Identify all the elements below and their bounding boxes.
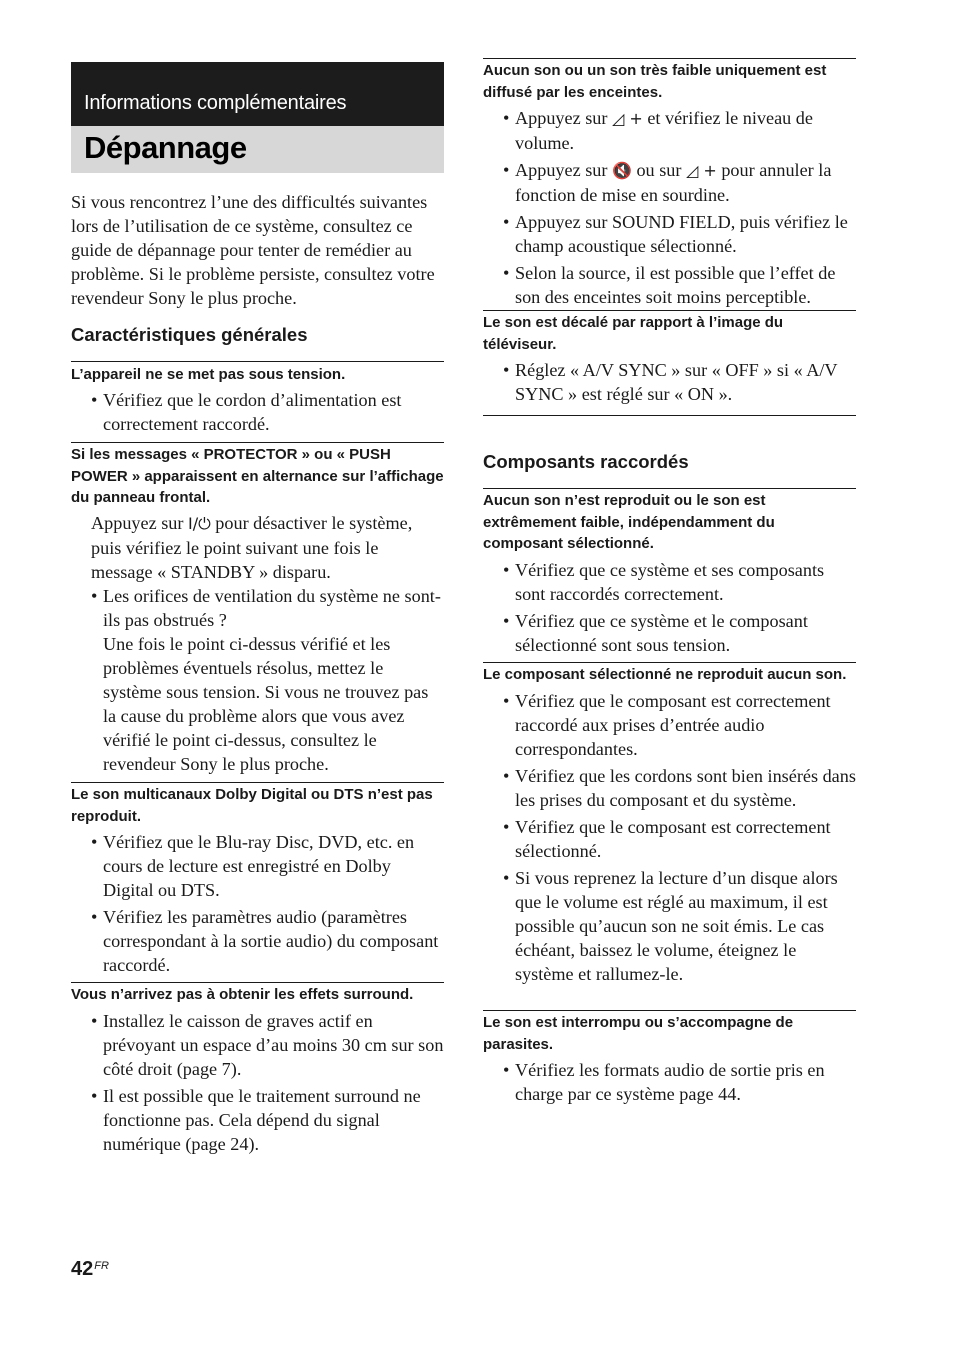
faq-no-sound-all [483, 488, 856, 657]
page-title: Dépannage [71, 126, 444, 173]
answer-list [483, 358, 856, 406]
faq-power [71, 361, 444, 436]
divider [71, 982, 444, 983]
text: Appuyez sur [91, 512, 184, 533]
page-number [71, 1258, 109, 1281]
power-icon: I/⏻ [187, 513, 211, 533]
list-item: • Réglez « A/V SYNC » sur « OFF » si « A/V SYNC » est réglé sur « ON ». [483, 358, 856, 406]
answer-list [71, 830, 444, 977]
question: Vous n’arrivez pas à obtenir les effets surround. [71, 986, 414, 1003]
volume-up-icon: ◿ + [685, 161, 717, 180]
divider [71, 442, 444, 443]
list-item: • Vérifiez que le Blu-ray Disc, DVD, etc. en cours de lecture est enregistré en Dolby Digital ou DTS. [71, 830, 444, 902]
answer-list [483, 689, 856, 986]
list-item: • Vérifiez que ce système et ses composants sont raccordés correctement. [483, 558, 856, 606]
faq-no-sound-speakers [483, 58, 856, 309]
divider [71, 361, 444, 362]
list-item: • Installez le caisson de graves actif en prévoyant un espace d’au moins 30 cm sur son côté droit (page 7). [71, 1009, 444, 1081]
question: Aucun son ou un son très faible uniquement est diffusé par les enceintes. [483, 62, 827, 101]
text: Les orifices de ventilation du système ne sont-ils pas obstrués ? [103, 585, 441, 630]
text: Une fois le point ci-dessus vérifié et les problèmes éventuels résolus, mettez le système sous tension. Si vous ne trouvez pas la cause du problème alors que vous avez vérifié le point ci-dessus, consultez le revendeur Sony le plus proche. [103, 633, 429, 774]
answer-intro [71, 511, 444, 584]
page-number-value: 42 [71, 1258, 94, 1280]
divider [483, 1010, 856, 1011]
list-item [71, 584, 444, 776]
list-item: • Selon la source, il est possible que l’effet de son des enceintes soit moins perceptible. [483, 261, 856, 309]
question: Le composant sélectionné ne reproduit aucun son. [483, 666, 847, 683]
section-title-general: Caractéristiques générales [71, 324, 308, 345]
answer-list [483, 558, 856, 657]
divider [483, 415, 856, 416]
question: Si les messages « PROTECTOR » ou « PUSH POWER » apparaissent en alternance sur l’affichage du panneau frontal. [71, 446, 444, 506]
divider [483, 488, 856, 489]
list-item: • Vérifiez que le cordon d’alimentation est correctement raccordé. [71, 388, 444, 436]
list-item [483, 158, 856, 207]
question: L’appareil ne se met pas sous tension. [71, 366, 346, 383]
list-item: • Vérifiez que les cordons sont bien insérés dans les prises du composant et du système. [483, 764, 856, 812]
list-item: • Si vous reprenez la lecture d’un disque alors que le volume est réglé au maximum, il est possible qu’aucun son ne soit émis. Le cas échéant, baissez le volume, éteignez le système et rallumez-le. [483, 866, 856, 986]
answer-list [483, 1058, 856, 1106]
text: pour désactiver le système, puis vérifiez le point suivant une fois le message « STANDBY » disparu. [91, 512, 413, 582]
faq-surround [71, 982, 444, 1156]
question: Le son multicanaux Dolby Digital ou DTS n’est pas reproduit. [71, 786, 433, 825]
question: Aucun son n’est reproduit ou le son est extrêmement faible, indépendamment du composant sélectionné. [483, 492, 775, 552]
answer-list [71, 388, 444, 436]
divider [71, 782, 444, 783]
section-title-components: Composants raccordés [483, 451, 689, 472]
section-header [71, 62, 444, 173]
answer-list [71, 1009, 444, 1156]
answer-list [483, 106, 856, 309]
page-language: FR [94, 1260, 109, 1272]
intro-paragraph: Si vous rencontrez l’une des difficultés suivantes lors de l’utilisation de ce système, consultez ce guide de dépannage pour tenter de remédier au problème. Si le problème persiste, consultez votre revendeur Sony le plus proche. [71, 192, 435, 308]
list-item [483, 106, 856, 155]
question: Le son est décalé par rapport à l’image du téléviseur. [483, 314, 784, 353]
faq-interrupted [483, 1010, 856, 1106]
text: ou sur [636, 160, 682, 180]
list-item: • Vérifiez les paramètres audio (paramètres correspondant à la sortie audio) du composant raccordé. [71, 905, 444, 977]
faq-av-sync [483, 310, 856, 416]
faq-dolby [71, 782, 444, 977]
faq-component-no-sound [483, 662, 856, 986]
text: Appuyez sur [515, 108, 608, 128]
list-item: • Appuyez sur SOUND FIELD, puis vérifiez le champ acoustique sélectionné. [483, 210, 856, 258]
text: et vérifiez le niveau de volume. [515, 108, 813, 153]
text: pour annuler la fonction de mise en sourdine. [515, 160, 832, 205]
faq-protector [71, 442, 444, 776]
chapter-title: Informations complémentaires [71, 62, 444, 126]
answer-list [71, 584, 444, 776]
volume-up-icon: ◿ + [611, 109, 643, 128]
mute-icon: 🔇 [611, 161, 632, 180]
list-item: • Vérifiez que le composant est correctement raccordé aux prises d’entrée audio correspondantes. [483, 689, 856, 761]
list-item: • Vérifiez que ce système et le composant sélectionné sont sous tension. [483, 609, 856, 657]
list-item: • Vérifiez que le composant est correctement sélectionné. [483, 815, 856, 863]
text: Appuyez sur [515, 160, 608, 180]
list-item: • Il est possible que le traitement surround ne fonctionne pas. Cela dépend du signal numérique (page 24). [71, 1084, 444, 1156]
question: Le son est interrompu ou s’accompagne de parasites. [483, 1014, 794, 1053]
divider [483, 662, 856, 663]
divider [483, 310, 856, 311]
divider [483, 58, 856, 59]
list-item: • Vérifiez les formats audio de sortie pris en charge par ce système page 44. [483, 1058, 856, 1106]
